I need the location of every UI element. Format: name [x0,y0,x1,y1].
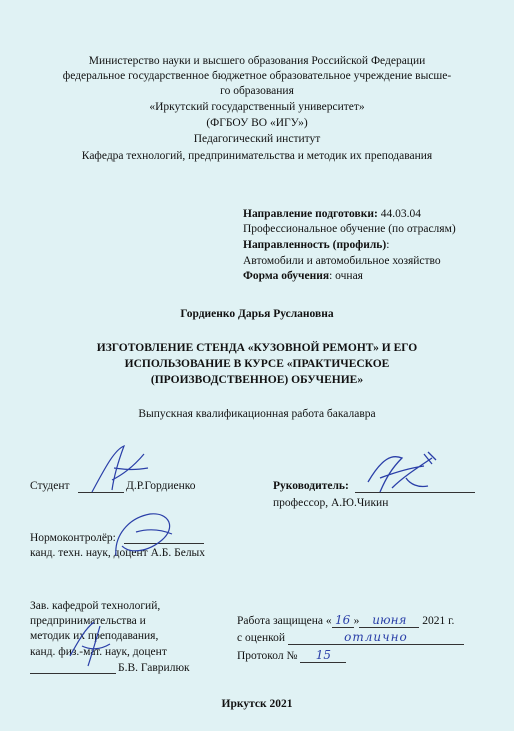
form-line [243,269,363,283]
institute-name: Педагогический институт [193,133,321,145]
student-signature-line [78,492,124,493]
head-line3: методик их преподавания, [30,630,159,642]
head-line1: Зав. кафедрой технологий, [30,600,161,612]
university-type-line-cont: го образования [220,85,294,97]
university-type-line: федеральное государственное бюджетное образовательное учреждение высше- [62,70,452,82]
supervisor-name: профессор, А.Ю.Чикин [273,497,389,509]
normocontrol-name: канд. техн. наук, доцент А.Б. Белых [30,547,206,559]
head-line4: канд. физ.-мат. наук, доцент [30,646,167,658]
normocontrol-label: Нормоконтролёр: [30,532,116,544]
defense-day: 16 [332,613,354,628]
profile-colon: : [386,239,390,251]
grade-label: с оценкой [237,632,286,644]
thesis-title-line1: ИЗГОТОВЛЕНИЕ СТЕНДА «КУЗОВНОЙ РЕМОНТ» И ЕГО [96,342,418,354]
direction-value: 44.03.04 [377,208,421,220]
defense-prefix: Работа защищена « [237,615,332,627]
form-value: : очная [329,270,363,282]
city-year: Иркутск 2021 [221,698,293,710]
head-name: Б.В. Гаврилюк [118,662,190,674]
department-name: Кафедра технологий, предпринимательства и методик их преподавания [81,150,433,162]
profile-label: Направленность (профиль) [243,239,387,251]
supervisor-signature-line [355,492,475,493]
grade-value: отлично [288,630,464,645]
grade-line [237,630,464,645]
head-signature-line [30,673,116,674]
profile-line [243,238,389,252]
ministry-line: Министерство науки и высшего образования Российской Федерации [88,55,426,67]
defense-year: 2021 г. [422,615,455,627]
student-name: Д.Р.Гордиенко [126,480,196,492]
form-label: Форма обучения [243,270,330,282]
thesis-title-line2: ИСПОЛЬЗОВАНИЕ В КУРСЕ «ПРАКТИЧЕСКОЕ [124,358,390,370]
defense-mid: » [353,615,360,627]
defense-line [237,613,454,628]
author-name: Гордиенко Дарья Руслановна [180,308,334,320]
defense-month: июня [359,613,419,628]
direction-line [243,207,421,221]
supervisor-label: Руководитель: [273,480,349,492]
student-label: Студент [30,480,70,492]
direction-label: Направление подготовки: [243,208,378,220]
university-abbr: (ФГБОУ ВО «ИГУ») [206,117,308,129]
protocol-line [237,648,346,663]
protocol-label: Протокол № [237,650,298,662]
work-type: Выпускная квалификационная работа бакалавра [138,408,376,420]
head-line2: предпринимательства и [30,615,146,627]
thesis-title-line3: (ПРОИЗВОДСТВЕННОЕ) ОБУЧЕНИЕ» [150,374,364,386]
direction-desc: Профессиональное обучение (по отраслям) [243,223,456,235]
university-name: «Иркутский государственный университет» [149,101,365,113]
normocontrol-signature-line [124,543,204,544]
profile-value: Автомобили и автомобильное хозяйство [243,255,441,267]
protocol-number: 15 [300,648,346,663]
